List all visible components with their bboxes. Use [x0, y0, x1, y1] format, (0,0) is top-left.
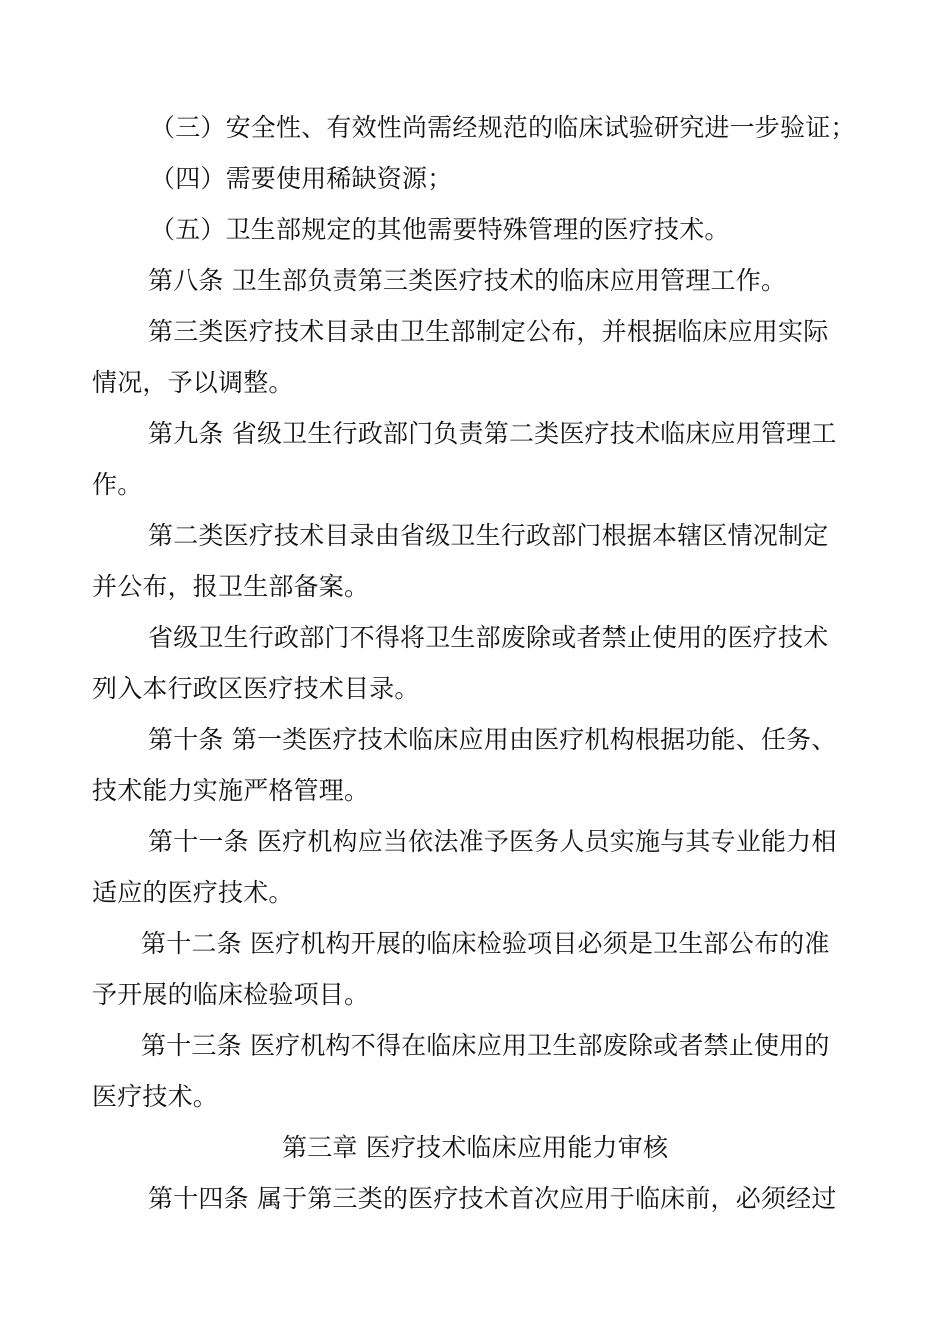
article-8-para-line-1: 第三类医疗技术目录由卫生部制定公布，并根据临床应用实际 — [148, 317, 829, 346]
article-8-para-line-2: 情况，予以调整。 — [92, 368, 294, 397]
article-9-para-3-line-2: 列入本行政区医疗技术目录。 — [92, 674, 420, 703]
article-9-para-2-line-2: 并公布，报卫生部备案。 — [92, 572, 370, 601]
article-10-line-2: 技术能力实施严格管理。 — [92, 776, 370, 805]
article-8: 第八条 卫生部负责第三类医疗技术的临床应用管理工作。 — [148, 266, 787, 295]
article-10-line-1: 第十条 第一类医疗技术临床应用由医疗机构根据功能、任务、 — [148, 725, 837, 754]
clause-item-4: （四）需要使用稀缺资源； — [150, 164, 453, 193]
article-9-para-3-line-1: 省级卫生行政部门不得将卫生部废除或者禁止使用的医疗技术 — [148, 623, 829, 652]
article-11-line-1: 第十一条 医疗机构应当依法准予医务人员实施与其专业能力相 — [148, 827, 837, 856]
clause-item-3: （三）安全性、有效性尚需经规范的临床试验研究进一步验证； — [150, 113, 856, 142]
chapter-3-heading: 第三章 医疗技术临床应用能力审核 — [282, 1133, 669, 1162]
article-11-line-2: 适应的医疗技术。 — [92, 878, 294, 907]
article-9-line-2: 作。 — [92, 470, 143, 499]
article-12-line-1: 第十二条 医疗机构开展的临床检验项目必须是卫生部公布的准 — [141, 929, 830, 958]
clause-item-5: （五）卫生部规定的其他需要特殊管理的医疗技术。 — [150, 215, 730, 244]
article-12-line-2: 予开展的临床检验项目。 — [92, 980, 370, 1009]
article-9-para-2-line-1: 第二类医疗技术目录由省级卫生行政部门根据本辖区情况制定 — [148, 521, 829, 550]
article-13-line-2: 医疗技术。 — [92, 1082, 219, 1111]
article-9-line-1: 第九条 省级卫生行政部门负责第二类医疗技术临床应用管理工 — [148, 419, 837, 448]
article-14-line-1: 第十四条 属于第三类的医疗技术首次应用于临床前，必须经过 — [148, 1184, 837, 1213]
article-13-line-1: 第十三条 医疗机构不得在临床应用卫生部废除或者禁止使用的 — [141, 1031, 830, 1060]
